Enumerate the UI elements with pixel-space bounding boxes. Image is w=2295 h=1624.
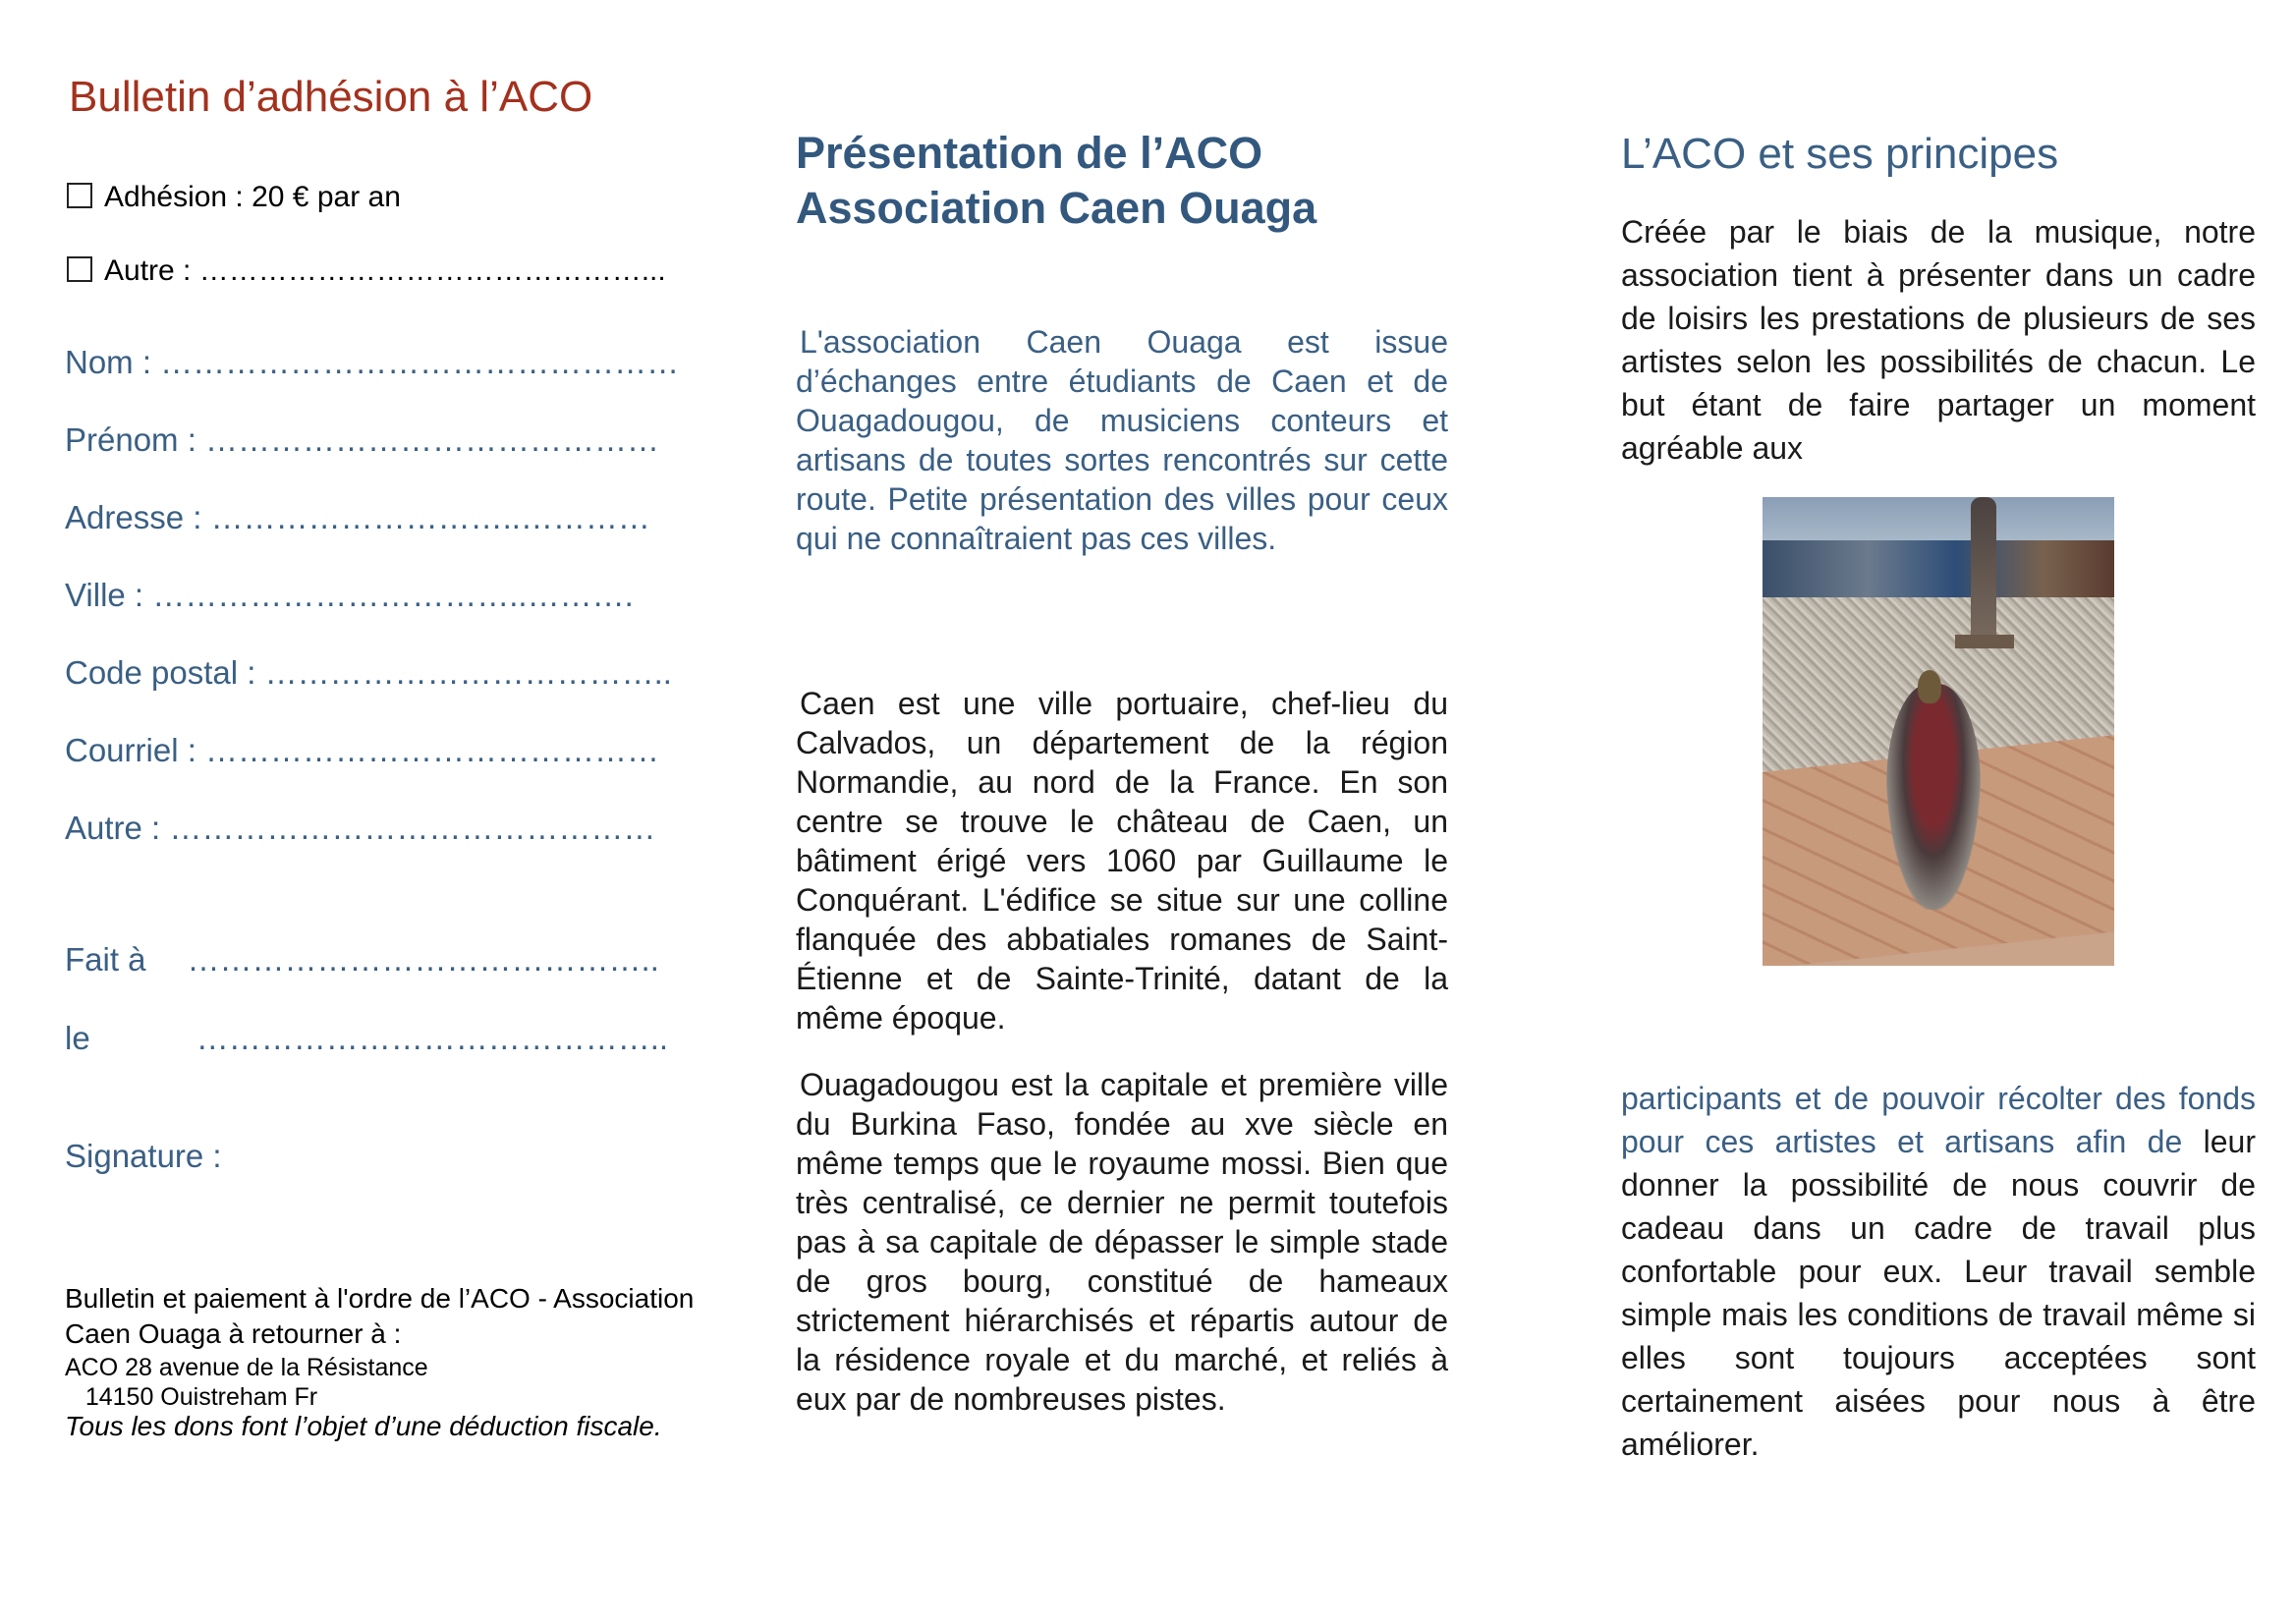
field-nom[interactable]: Nom : …………………………………………	[65, 344, 680, 380]
field-ville[interactable]: Ville : ……………………………..……….	[65, 577, 634, 613]
presentation-intro: L'association Caen Ouaga est issue d’échanges entre étudiants de Caen et de Ouagadougou, de musiciens conteurs et artisans de toutes sortes rencontrés sur cette route. Petite présentation des villes pour ceux qui ne connaîtraient pas ces villes.	[796, 324, 1448, 556]
presentation-title-line-2: Association Caen Ouaga	[796, 183, 1317, 233]
field-autre[interactable]: Autre : ………………………………………	[65, 810, 656, 846]
principles-title: L’ACO et ses principes	[1621, 130, 2059, 178]
le-dots: ……………………………………..	[196, 1020, 669, 1056]
payment-line-2: Caen Ouaga à retourner à :	[65, 1318, 402, 1349]
principles-paragraph-2-black: leur donner la possibilité de nous couvrir de cadeau dans un cadre de travail plus confortable pour eux. Leur travail semble simple mais les conditions de travail même si elles sont toujours acceptées sont certainement aisées pour nous à être améliorer.	[1621, 1124, 2256, 1462]
postal-address	[65, 1353, 428, 1412]
checkbox-icon[interactable]	[67, 183, 92, 208]
presentation-title-line-1: Présentation de l’ACO	[796, 128, 1263, 178]
signature-label: Signature :	[65, 1138, 222, 1174]
principles-paragraph-2-blue: participants et de pouvoir récolter des fonds pour ces artistes et artisans afin de	[1621, 1081, 2256, 1159]
principles-paragraph-1: Créée par le biais de la musique, notre association tient à présenter dans un cadre de loisirs les prestations de plusieurs de ses artistes selon les possibilités de chacun. Le but étant de faire partager un moment agréable aux	[1621, 214, 2256, 466]
payment-instructions	[65, 1281, 743, 1352]
address-line-1: ACO 28 avenue de la Résistance	[65, 1354, 428, 1381]
field-code-postal[interactable]: Code postal : ………………………………..	[65, 654, 672, 691]
presentation-title	[796, 126, 1483, 236]
checkbox-icon[interactable]	[67, 256, 92, 282]
sculpture-photo	[1763, 497, 2114, 966]
field-le[interactable]	[65, 1020, 668, 1057]
ouagadougou-paragraph: Ouagadougou est la capitale et première ville du Burkina Faso, fondée au xve siècle en même temps que le royaume mossi. Bien que très centralisé, ce dernier ne permit toutefois pas à sa capitale de dépasser le simple stade de gros bourg, constitué de hameaux strictement hiérarchisés et répartis autour de la résidence royale et du marché, et reliés à eux par de nombreuses pistes.	[796, 1067, 1448, 1417]
field-courriel[interactable]: Courriel : ……………………………………	[65, 732, 660, 768]
field-fait-a[interactable]	[65, 941, 659, 979]
option-autre[interactable]	[67, 254, 666, 288]
caen-paragraph: Caen est une ville portuaire, chef-lieu du Calvados, un département de la région Normandie, au nord de la France. En son centre se trouve le château de Caen, un bâtiment érigé vers 1060 par Guillaume le Conquérant. L'édifice se situe sur une colline flanquée des abbatiales romanes de Saint-Étienne et de Sainte-Trinité, datant de la même époque.	[796, 686, 1448, 1036]
field-prenom[interactable]: Prénom : ……………………………………	[65, 421, 660, 458]
fait-a-label: Fait à	[65, 941, 146, 978]
le-label: le	[65, 1020, 90, 1056]
option-adhesion[interactable]	[67, 181, 401, 214]
field-adresse[interactable]: Adresse : ………………………..…………	[65, 499, 650, 535]
payment-line-1: Bulletin et paiement à l'ordre de l’ACO - Association	[65, 1283, 695, 1314]
option-autre-label: Autre : ………………………………………...	[104, 254, 666, 287]
option-adhesion-label: Adhésion : 20 € par an	[104, 181, 401, 213]
principles-paragraph-2	[1621, 1077, 2256, 1466]
tax-note: Tous les dons font l’objet d’une déduction fiscale.	[65, 1411, 662, 1441]
address-line-2: 14150 Ouistreham Fr	[65, 1383, 318, 1411]
fait-a-dots: ……………………………………..	[187, 941, 659, 978]
form-title: Bulletin d’adhésion à l’ACO	[69, 73, 593, 121]
